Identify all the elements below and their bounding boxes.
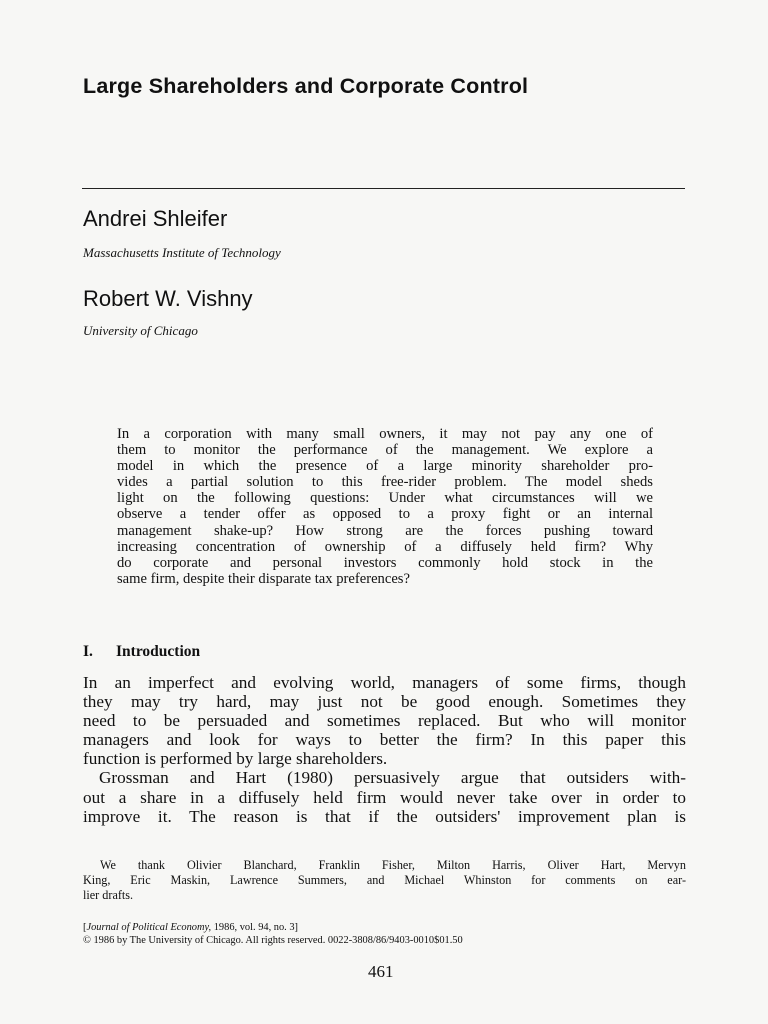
acknowledgement-footnote <box>83 858 686 903</box>
copyright-line: © 1986 by The University of Chicago. All rights reserved. 0022-3808/86/9403-0010$01.50 <box>83 935 463 946</box>
author-affiliation-2: University of Chicago <box>83 323 198 338</box>
section-number: I. <box>83 643 93 660</box>
abstract-line: vides a partial solution to this free-rider problem. The model sheds <box>117 474 653 491</box>
abstract-line: them to monitor the performance of the management. We explore a <box>117 442 653 459</box>
author-affiliation-1: Massachusetts Institute of Technology <box>83 245 281 260</box>
body-line: managers and look for ways to better the firm? In this paper this <box>83 730 686 750</box>
footnote-line: King, Eric Maskin, Lawrence Summers, and Michael Whinston for comments on ear- <box>83 873 686 887</box>
title-rule <box>82 188 685 189</box>
abstract-line: model in which the presence of a large minority shareholder pro- <box>117 458 653 475</box>
citation-line: [Journal of Political Economy, 1986, vol. 94, no. 3] <box>83 922 299 933</box>
abstract-line: In a corporation with many small owners, it may not pay any one of <box>117 426 653 442</box>
paper-title: Large Shareholders and Corporate Control <box>83 74 529 98</box>
journal-details: 1986, vol. 94, no. 3] <box>211 922 299 933</box>
footnote-line: lier drafts. <box>83 888 134 902</box>
body-line: need to be persuaded and sometimes replaced. But who will monitor <box>83 711 686 731</box>
section-heading <box>83 643 200 661</box>
body-line: they may try hard, may just not be good enough. Sometimes they <box>83 692 686 712</box>
abstract-line: management shake-up? How strong are the forces pushing toward <box>117 522 653 539</box>
intro-body <box>83 673 686 826</box>
abstract-line: observe a tender offer as opposed to a proxy fight or an internal <box>117 506 653 523</box>
section-title: Introduction <box>116 643 201 660</box>
body-line: In an imperfect and evolving world, managers of some firms, though <box>83 673 686 692</box>
abstract <box>117 426 653 587</box>
abstract-line: same firm, despite their disparate tax preferences? <box>117 570 410 587</box>
journal-name: Journal of Political Economy, <box>86 922 212 933</box>
abstract-line: light on the following questions: Under what circumstances will we <box>117 490 653 507</box>
body-line: Grossman and Hart (1980) persuasively argue that outsiders with- <box>99 768 686 788</box>
author-name-1: Andrei Shleifer <box>83 206 228 231</box>
author-name-2: Robert W. Vishny <box>83 286 253 311</box>
footnote-line: We thank Olivier Blanchard, Franklin Fisher, Milton Harris, Oliver Hart, Mervyn <box>100 858 686 872</box>
abstract-line: do corporate and personal investors commonly hold stock in the <box>117 554 653 571</box>
journal-citation <box>83 921 686 947</box>
body-line: function is performed by large shareholders. <box>83 749 388 769</box>
body-line: improve it. The reason is that if the outsiders' improvement plan is <box>83 806 686 826</box>
page-number: 461 <box>368 962 394 981</box>
body-line: out a share in a diffusely held firm would never take over in order to <box>83 787 686 807</box>
abstract-line: increasing concentration of ownership of a diffusely held firm? Why <box>117 538 653 555</box>
